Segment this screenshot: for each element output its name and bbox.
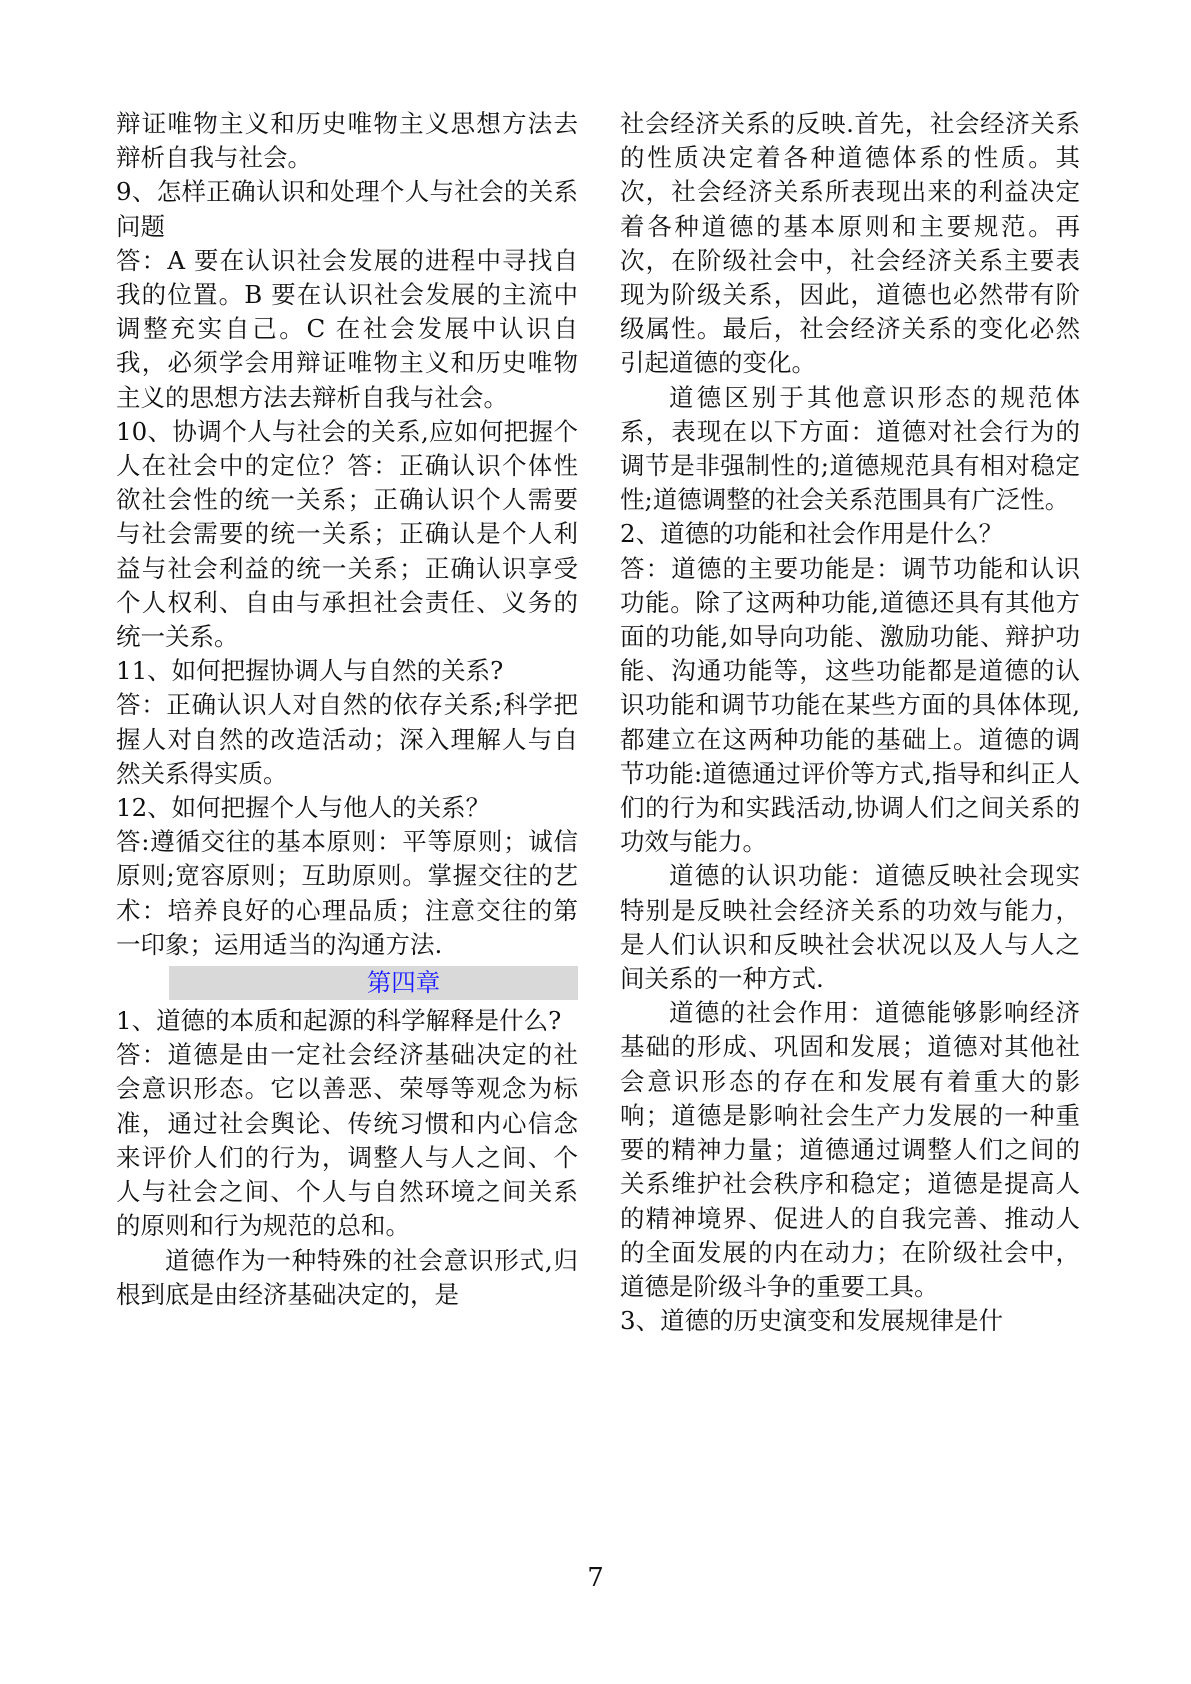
paragraph: 道德的认识功能：道德反映社会现实特别是反映社会经济关系的功效与能力，是人们认识和反映社会状况以及人与人之间关系的一种方式. xyxy=(620,861,1080,994)
right-paragraphs xyxy=(620,107,1080,1338)
paragraph: 2、道德的功能和社会作用是什么？ xyxy=(620,519,1004,549)
paragraph: 10、协调个人与社会的关系,应如何把握个人在社会中的定位？答：正确认识个体性欲社会性的统一关系；正确认识个人需要与社会需要的统一关系；正确认是个人利益与社会利益的统一关系；正确认识享受个人权利、自由与承担社会责任、义务的统一关系。 xyxy=(116,416,578,652)
paragraph: 答:遵循交往的基本原则：平等原则；诚信原则;宽容原则；互助原则。掌握交往的艺术：培养良好的心理品质；注意交往的第一印象；运用适当的沟通方法. xyxy=(116,827,578,959)
paragraph: 12、如何把握个人与他人的关系？ xyxy=(116,793,491,823)
paragraph: 道德作为一种特殊的社会意识形式,归根到底是由经济基础决定的，是 xyxy=(116,1245,578,1309)
left-column xyxy=(116,107,578,1312)
paragraph: 11、如何把握协调人与自然的关系? xyxy=(116,656,504,686)
paragraph: 3、道德的历史演变和发展规律是什 xyxy=(620,1306,1004,1336)
paragraph: 答：道德的主要功能是：调节功能和认识功能。除了这两种功能,道德还具有其他方面的功能,如导向功能、激励功能、辩护功能、沟通功能等，这些功能都是道德的认识功能和调节功能在某些方面的具体体现,都建立在这两种功能的基础上。道德的调节功能:道德通过评价等方式,指导和纠正人们的行为和实践活动,协调人们之间关系的功效与能力。 xyxy=(620,553,1080,857)
chapter-heading: 第四章 xyxy=(169,966,578,1000)
paragraph: 答：正确认识人对自然的依存关系;科学把握人对自然的改造活动；深入理解人与自然关系得实质。 xyxy=(116,690,578,788)
page-number: 7 xyxy=(587,1563,604,1593)
right-column xyxy=(620,107,1080,1338)
paragraph: 辩证唯物主义和历史唯物主义思想方法去辩析自我与社会。 xyxy=(116,109,578,173)
paragraph: 1、道德的本质和起源的科学解释是什么? xyxy=(116,1006,562,1036)
left-paragraphs xyxy=(116,107,578,962)
paragraph: 道德的社会作用：道德能够影响经济基础的形成、巩固和发展；道德对其他社会意识形态的存在和发展有着重大的影响；道德是影响社会生产力发展的一种重要的精神力量；道德通过调整人们之间的关系维护社会秩序和稳定；道德是提高人的精神境界、促进人的自我完善、推动人的全面发展的内在动力；在阶级社会中，道德是阶级斗争的重要工具。 xyxy=(620,998,1080,1301)
paragraph: 社会经济关系的反映.首先，社会经济关系的性质决定着各种道德体系的性质。其次，社会经济关系所表现出来的利益决定着各种道德的基本原则和主要规范。再次，在阶级社会中，社会经济关系主要表现为阶级关系，因此，道德也必然带有阶级属性。最后，社会经济关系的变化必然引起道德的变化。 xyxy=(620,109,1080,378)
paragraph: 9、怎样正确认识和处理个人与社会的关系问题 xyxy=(116,177,578,241)
paragraph: 答：A 要在认识社会发展的进程中寻找自我的位置。B 要在认识社会发展的主流中调整充实自己。C 在社会发展中认识自我，必须学会用辩证唯物主义和历史唯物主义的思想方法去辩析自我与社会。 xyxy=(116,245,578,412)
paragraph: 道德区别于其他意识形态的规范体系，表现在以下方面：道德对社会行为的调节是非强制性的;道德规范具有相对稳定性;道德调整的社会关系范围具有广泛性。 xyxy=(620,382,1080,515)
paragraph: 答：道德是由一定社会经济基础决定的社会意识形态。它以善恶、荣辱等观念为标准，通过社会舆论、传统习惯和内心信念来评价人们的行为，调整人与人之间、个人与社会之间、个人与自然环境之间关系的原则和行为规范的总和。 xyxy=(116,1040,578,1241)
left-paragraphs-after xyxy=(116,1004,578,1312)
